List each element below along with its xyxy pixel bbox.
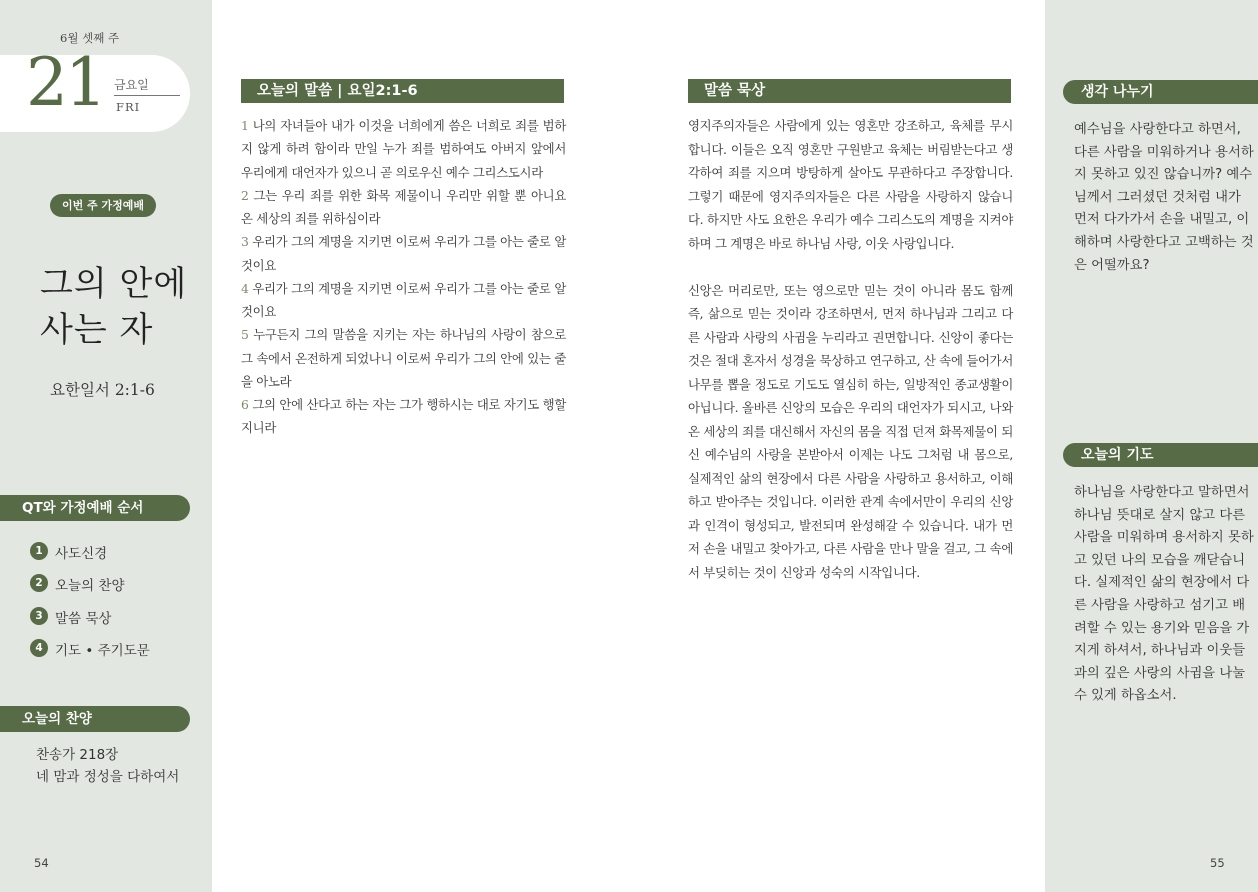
verse-number: 6 xyxy=(241,397,249,412)
sharing-header: 생각 나누기 xyxy=(1063,80,1258,104)
verse xyxy=(241,277,566,324)
verse-number: 2 xyxy=(241,187,249,203)
order-item xyxy=(30,542,150,574)
page-title xyxy=(40,262,187,353)
verse-number: 3 xyxy=(241,234,249,250)
verse-text: 그의 안에 산다고 하는 자는 그가 행하시는 대로 자기도 행할지니라 xyxy=(241,397,566,436)
prayer-text: 하나님을 사랑한다고 말하면서 하나님 뜻대로 살지 않고 다른 사람을 미워하며 용서하지 못하고 있던 나의 모습을 깨닫습니다. 실제적인 삶의 현장에서 다른 사람을 사랑하고 섬기고 배려할 수 있는 용기와 믿음을 가지게 하셔서, 하나님과 이웃들과의 깊은 사랑의 사귐을 나눌 수 있게 하옵소서. xyxy=(1074,485,1254,704)
hymn-header: 오늘의 찬양 xyxy=(0,706,190,732)
scripture-reference: 요한일서 2:1-6 xyxy=(50,381,155,399)
order-item-label: 기도 • 주기도문 xyxy=(55,642,150,659)
number-3-icon: 3 xyxy=(30,607,48,625)
number-1-icon: 1 xyxy=(30,542,48,560)
verse xyxy=(241,393,566,440)
weekday-english: FRI xyxy=(116,100,141,114)
number-2-icon: 2 xyxy=(30,574,48,592)
order-item xyxy=(30,639,150,671)
day-number: 21 xyxy=(26,44,104,121)
verse-number: 4 xyxy=(241,280,249,296)
order-item-label: 사도신경 xyxy=(55,546,108,562)
verse xyxy=(241,184,566,231)
meditation-text xyxy=(688,114,1013,608)
verse-text: 나의 자녀들아 내가 이것을 너희에게 씀은 너희로 죄를 범하지 않게 하려 함이라 만일 누가 죄를 범하여도 아버지 앞에서 우리에게 대언자가 있으니 곧 의로우신 예수 그리스도시라 xyxy=(241,118,566,180)
number-4-icon: 4 xyxy=(30,639,48,657)
verse-number: 1 xyxy=(241,118,249,133)
hymn-info xyxy=(36,744,179,788)
hymn-number: 찬송가 218장 xyxy=(36,747,119,763)
order-list xyxy=(30,542,150,671)
prayer-header: 오늘의 기도 xyxy=(1063,443,1258,467)
meditation-paragraph-2: 신앙은 머리로만, 또는 영으로만 믿는 것이 아니라 몸도 함께 즉, 삶으로 믿는 것이라 강조하면서, 먼저 하나님과 그리고 다른 사람과 사랑의 사귐을 누리라고 권면합니다. 신앙이 좋다는 것은 절대 혼자서 성경을 묵상하고 연구하고, 산 속에 들어가서 나무를 뽑을 정도로 기도도 열심히 하는, 일방적인 종교생활이 아닙니다. 올바른 신앙의 모습은 우리의 대언자가 되시고, 나와 온 세상의 죄를 대신해서 자신의 몸을 직접 던져 화목제물이 되신 예수님의 사랑을 본받아서 이제는 나도 그처럼 내 몸으로, 실제적인 삶의 현장에서 다른 사람을 사랑하고 용서하고, 이해하고 받아주는 것입니다. 이러한 관계 속에서만이 우리의 신앙과 인격이 형성되고, 발전되며 완성해갈 수 있습니다. 내가 먼저 손을 내밀고 찾아가고, 다른 사람을 만나 말을 걸고, 그 속에서 부딪히는 것이 신앙과 성숙의 시작입니다. xyxy=(688,282,1013,580)
verse-number: 5 xyxy=(241,327,249,343)
verse-text: 그는 우리 죄를 위한 화목 제물이니 우리만 위할 뿐 아니요 온 세상의 죄를 위하심이라 xyxy=(241,187,566,226)
title-line-2: 사는 자 xyxy=(40,309,154,350)
left-sidebar xyxy=(0,0,212,892)
verse xyxy=(241,114,566,184)
order-item-label: 말씀 묵상 xyxy=(55,610,112,627)
week-label: 6월 셋째 주 xyxy=(60,31,120,45)
order-item-label: 오늘의 찬양 xyxy=(55,578,125,595)
family-worship-badge: 이번 주 가정예배 xyxy=(50,194,156,217)
scripture-text xyxy=(241,114,566,440)
verse-text: 누구든지 그의 말씀을 지키는 자는 하나님의 사랑이 참으로 그 속에서 온전하게 되었나니 이로써 우리가 그의 안에 있는 줄을 아노라 xyxy=(241,327,566,389)
meditation-header: 말씀 묵상 xyxy=(688,79,1011,103)
weekday-korean: 금요일 xyxy=(114,78,149,92)
verse-text: 우리가 그의 계명을 지키면 이로써 우리가 그를 아는 줄로 알 것이요 xyxy=(241,280,566,319)
title-line-1: 그의 안에 xyxy=(40,264,188,304)
verse xyxy=(241,323,566,393)
verse xyxy=(241,230,566,277)
verse-text: 우리가 그의 계명을 지키면 이로써 우리가 그를 아는 줄로 알 것이요 xyxy=(241,234,566,273)
sharing-text: 예수님을 사랑한다고 하면서, 다른 사람을 미워하거나 용서하지 못하고 있진 않습니까? 예수님께서 그러셨던 것처럼 내가 먼저 다가가서 손을 내밀고, 이해하며 사랑한다고 고백하는 것은 어떨까요? xyxy=(1074,122,1254,273)
page-number-left: 54 xyxy=(34,856,49,870)
page-number-right: 55 xyxy=(1210,856,1225,870)
meditation-paragraph-1: 영지주의자들은 사람에게 있는 영혼만 강조하고, 육체를 무시합니다. 이들은 오직 영혼만 구원받고 육체는 버림받는다고 생각하여 죄를 지으며 방탕하게 살아도 무관하다고 주장합니다. 그렇기 때문에 영지주의자들은 다른 사람을 사랑하지 않습니다. 하지만 사도 요한은 우리가 예수 그리스도의 계명을 지켜야 하며 그 계명은 바로 하나님 사랑, 이웃 사랑입니다. xyxy=(688,118,1013,251)
order-item xyxy=(30,607,150,639)
order-item xyxy=(30,574,150,606)
todays-word-header: 오늘의 말씀 | 요일2:1-6 xyxy=(241,79,564,103)
hymn-title: 네 맘과 정성을 다하여서 xyxy=(36,769,180,785)
date-divider xyxy=(114,95,180,96)
order-header: QT와 가정예배 순서 xyxy=(0,495,190,521)
